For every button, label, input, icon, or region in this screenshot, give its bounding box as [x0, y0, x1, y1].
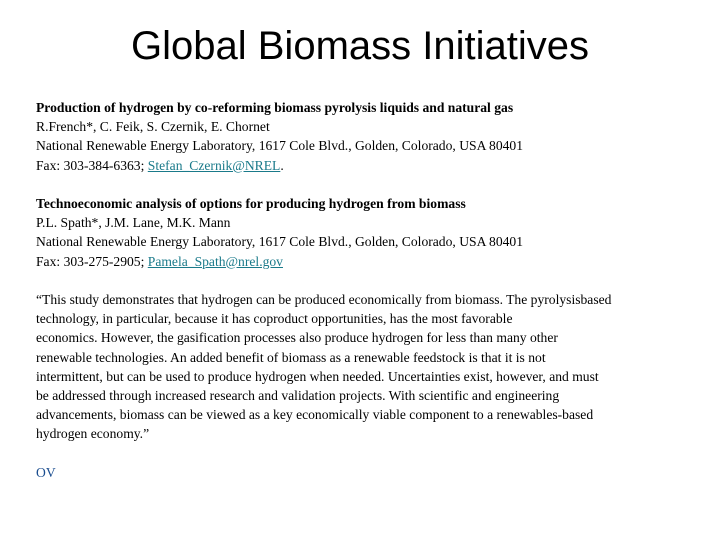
quote-line: economics. However, the gasification processes also produce hydrogen for less than many other: [36, 330, 558, 346]
quote-line: renewable technologies. An added benefit of biomass as a renewable feedstock is that it is not: [36, 349, 546, 365]
paper-authors: P.L. Spath*, J.M. Lane, M.K. Mann: [36, 215, 231, 231]
quote-block: [36, 290, 718, 444]
email-link[interactable]: Pamela_Spath@nrel.gov: [147, 253, 283, 269]
fax-suffix: .: [280, 157, 284, 173]
paper-entry-1: [36, 98, 718, 175]
slide-body: [36, 98, 718, 482]
quote-line: be addressed through increased research and validation projects. With scientific and engineering: [36, 388, 560, 404]
slide-title: Global Biomass Initiatives: [131, 24, 589, 68]
email-link[interactable]: Stefan_Czernik@NREL: [147, 157, 281, 173]
quote-line: hydrogen economy.”: [36, 426, 150, 442]
paper-affiliation: National Renewable Energy Laboratory, 1617 Cole Blvd., Golden, Colorado, USA 80401: [36, 138, 524, 154]
quote-line: technology, in particular, because it has coproduct opportunities, has the most favorable: [36, 311, 513, 327]
paper-contact: [36, 252, 718, 271]
quote-line: “This study demonstrates that hydrogen can be produced economically from biomass. The pyrolysisbased: [36, 292, 612, 307]
paper-title: Technoeconomic analysis of options for producing hydrogen from biomass: [36, 196, 466, 211]
paper-authors: R.French*, C. Feik, S. Czernik, E. Chornet: [36, 119, 270, 135]
footer-initials: OV: [36, 464, 56, 480]
paper-entry-2: [36, 194, 718, 271]
quote-line: intermittent, but can be used to produce hydrogen when needed. Uncertainties exist, however, and must: [36, 368, 599, 384]
fax-text: Fax: 303-275-2905;: [36, 253, 148, 269]
paper-affiliation: National Renewable Energy Laboratory, 1617 Cole Blvd., Golden, Colorado, USA 80401: [36, 234, 524, 250]
fax-text: Fax: 303-384-6363;: [36, 157, 148, 173]
paper-contact: [36, 156, 718, 175]
paper-title: Production of hydrogen by co-reforming biomass pyrolysis liquids and natural gas: [36, 100, 514, 115]
quote-line: advancements, biomass can be viewed as a key economically viable component to a renewables-based: [36, 407, 594, 423]
